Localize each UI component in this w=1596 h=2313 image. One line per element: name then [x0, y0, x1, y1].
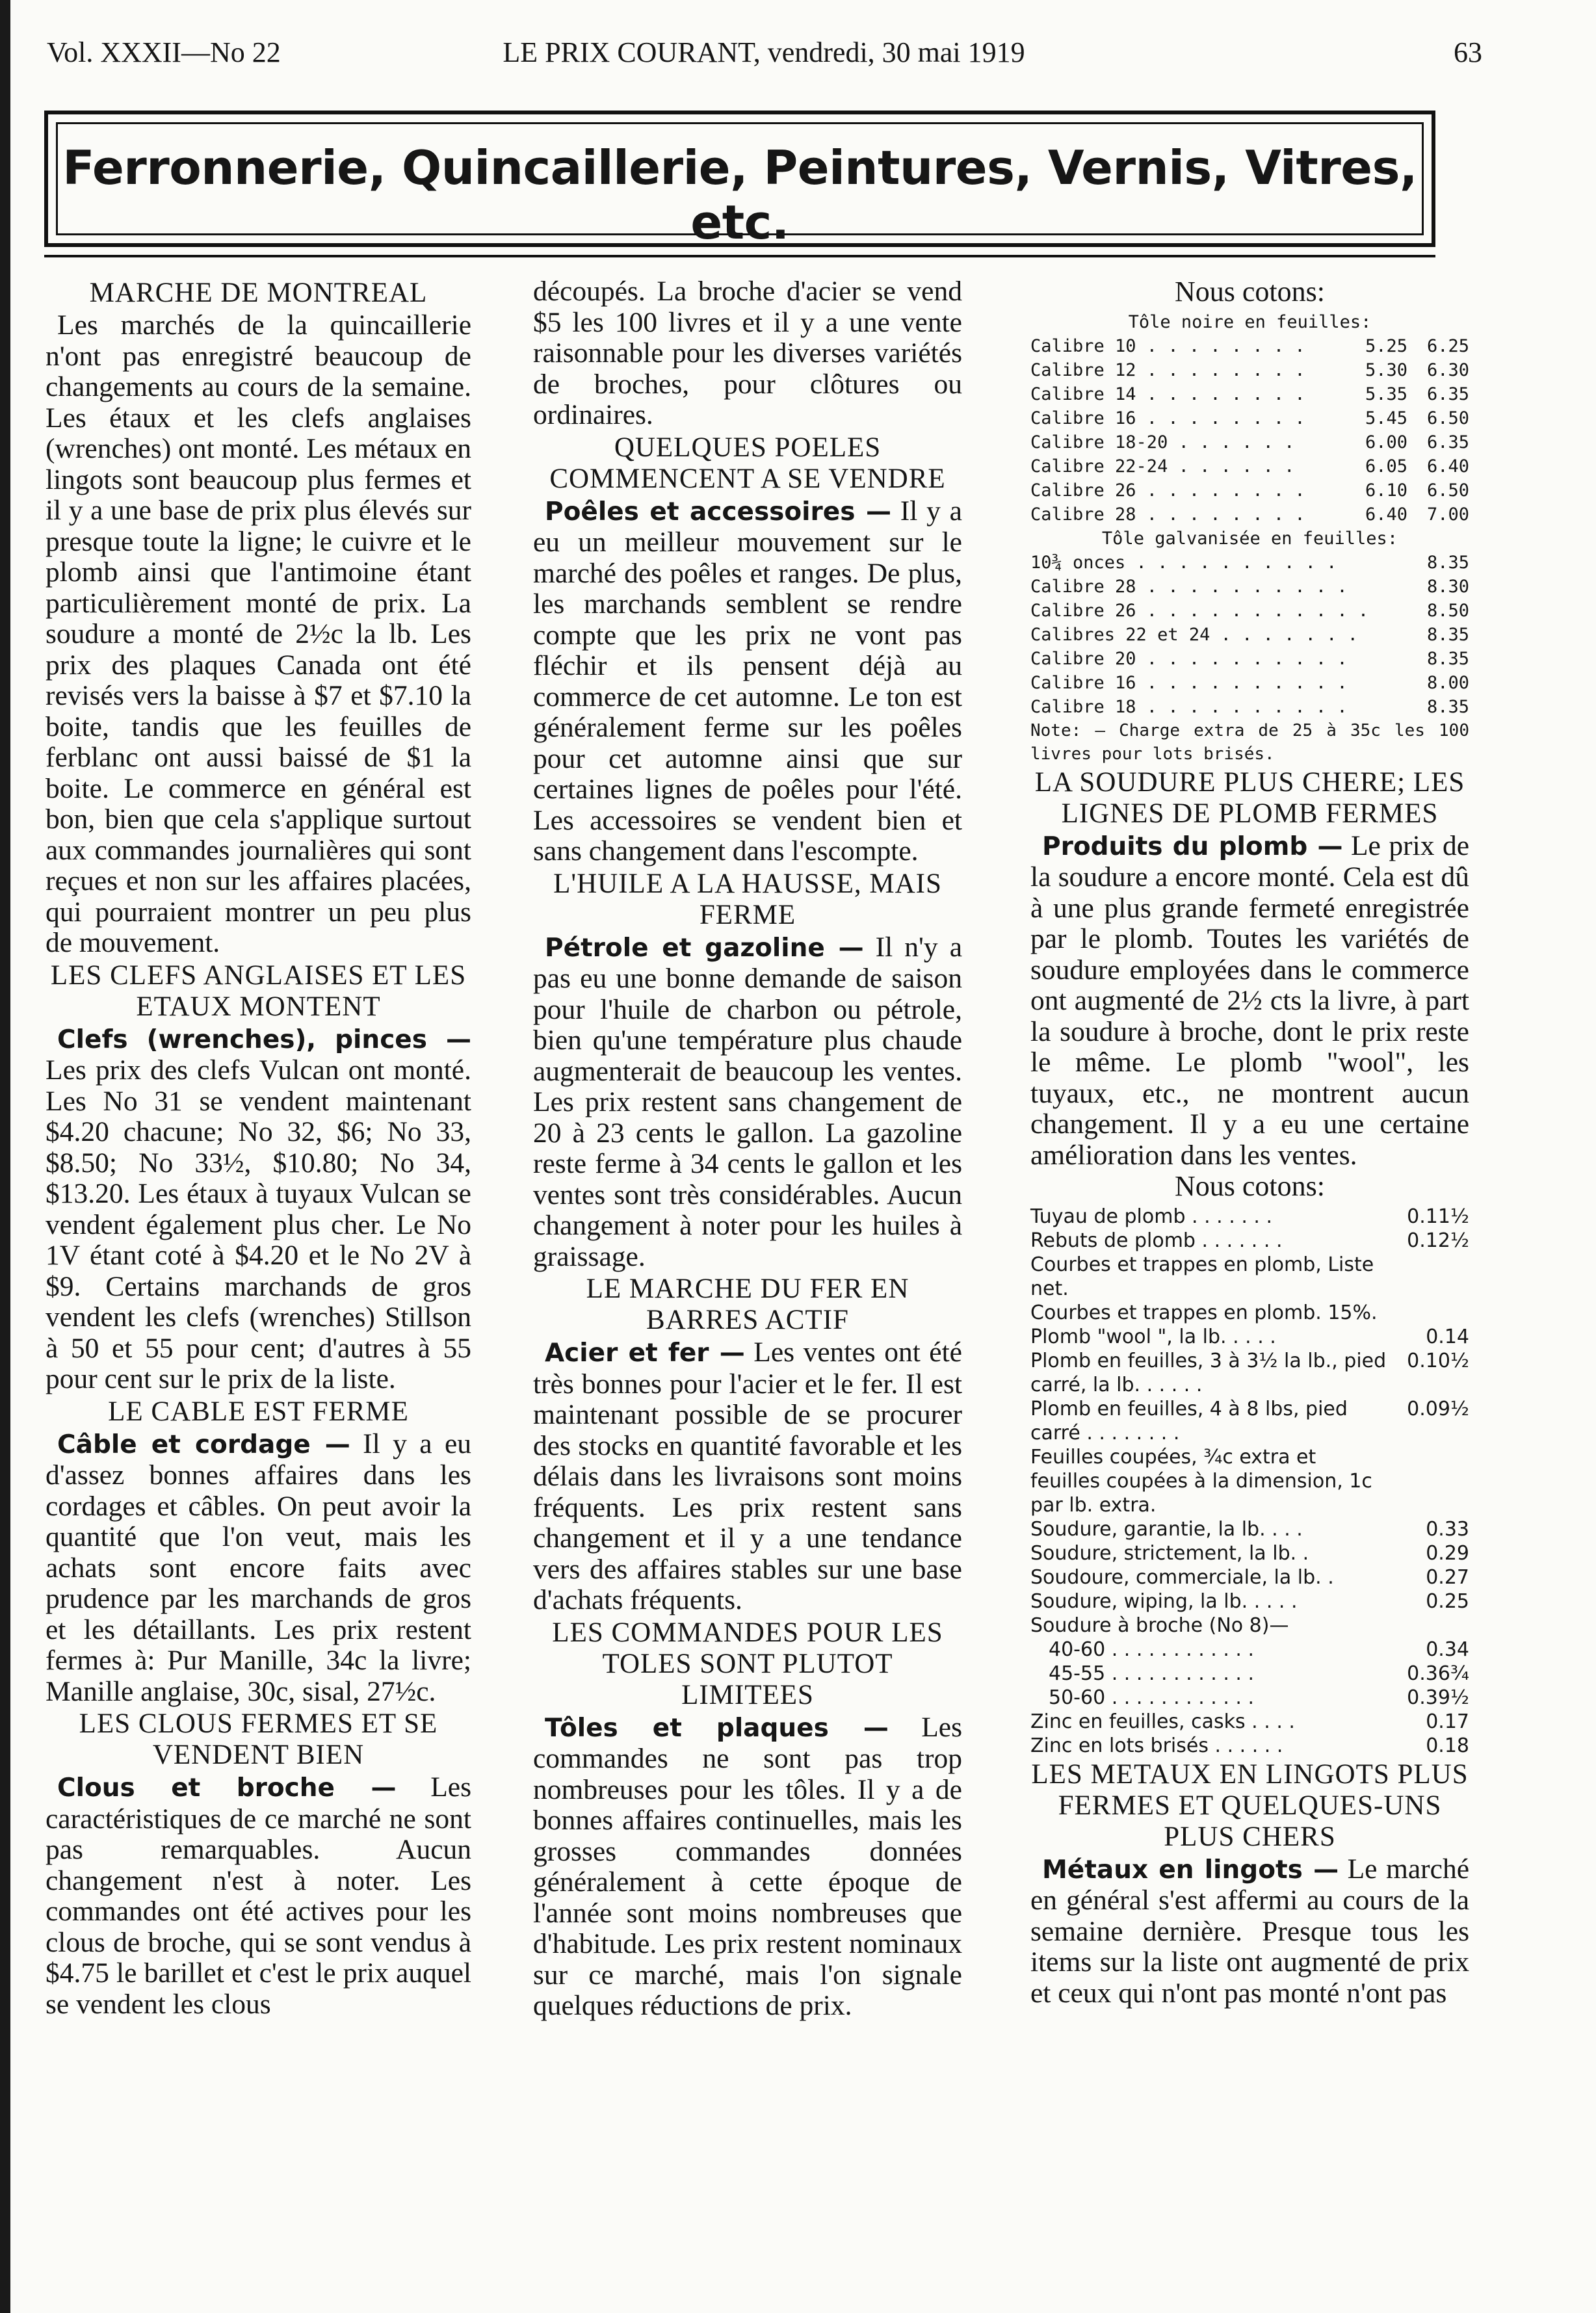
- table-row: [1030, 1397, 1469, 1445]
- paragraph-toles: [533, 1712, 962, 2022]
- price-1: 5.25: [1365, 335, 1407, 356]
- table-row: [1030, 1517, 1469, 1541]
- price: 8.35: [1426, 648, 1469, 669]
- price: 0.09½: [1407, 1397, 1469, 1420]
- paragraph-marche-montreal: Les marchés de la quincaillerie n'ont pas enregistré beaucoup de changements au cours de la semaine. Les étaux et les clefs anglaises (wrenches) ont monté. Les métaux en lingots sont beaucoup plus fermes et il y a une base de prix plus élevés sur presque toute la ligne; le cuivre et le plomb ainsi que l'antimoine étant particulièrement monté de prix. La soudure a monté de 2½c la lb. Les prix des plaques Canada ont été revisés vers la baisse à $7 et $7.10 la boite, tandis que les feuilles de ferblanc ont aussi baissé de $1 la boite. Le commerce en général est bon, bien que cela s'applique surtout aux commandes journalières qui sont reçues et non sur les affaires placées, qui pourraient montrer un peu plus de mouvement.: [46, 309, 471, 958]
- price: 0.14: [1426, 1325, 1469, 1348]
- item-label: Calibre 14 . . . . . . . .: [1030, 384, 1305, 404]
- price-1: 6.40: [1365, 504, 1407, 525]
- table-row: [1030, 1253, 1469, 1301]
- table-row: [1030, 1565, 1469, 1589]
- item-label: Calibre 20 . . . . . . . . . .: [1030, 648, 1348, 669]
- price: [1391, 1445, 1469, 1517]
- item-label: Calibre 12 . . . . . . . .: [1030, 359, 1305, 380]
- heading-huile: L'HUILE A LA HAUSSE, MAIS FERME: [553, 868, 942, 930]
- table-row: [1030, 1325, 1469, 1349]
- text-huile: Il n'y a pas eu une bonne demande de saison pour l'huile de charbon ou pétrole, bien qu'une température plus chaude augmenterait de beaucoup les ventes. Les prix restent sans changement de 20 à 23 cents le gallon. La gazoline reste ferme à 34 cents le gallon et les ventes sont très considérables. Aucun changement à noter pour les huiles à graissage.: [533, 931, 962, 1272]
- table-row: [1030, 551, 1469, 575]
- heading-cable: LE CABLE EST FERME: [108, 1396, 409, 1427]
- paragraph-broche-continued: découpés. La broche d'acier se vend $5 les 100 livres et il y a une vente raisonnable pour les diverses variétés de broches, pour clôtures ou ordinaires.: [533, 276, 962, 430]
- heading-poeles: QUELQUES POELES COMMENCENT A SE VENDRE: [549, 432, 946, 494]
- price-1: 5.45: [1365, 408, 1407, 428]
- table-row: [1030, 1686, 1469, 1710]
- heading-soudure: LA SOUDURE PLUS CHERE; LES LIGNES DE PLOMB FERMES: [1034, 766, 1465, 829]
- banner-rule: [44, 255, 1435, 257]
- table-row: [1030, 430, 1469, 454]
- lead-metaux: Métaux en lingots —: [1042, 1855, 1339, 1885]
- price: 0.29: [1426, 1541, 1469, 1565]
- column-1: [46, 276, 471, 2020]
- table-row: [1030, 334, 1469, 358]
- item-label: 45-55 . . . . . . . . . . . .: [1049, 1662, 1255, 1685]
- lead-poeles: Poêles et accessoires —: [545, 497, 891, 527]
- price-1: 6.00: [1365, 432, 1407, 452]
- table-row: [1030, 599, 1469, 623]
- price: 0.10½: [1407, 1349, 1469, 1372]
- table-row: [1030, 454, 1469, 478]
- table-row: [1030, 478, 1469, 503]
- text-cable: Il y a eu d'assez bonnes affaires dans les cordages et câbles. On peut avoir la quantité que l'on veut, mais les achats sont encore faits avec prudence par les marchands de gros et les détaillants. Les prix restent fermes à: Pur Manille, 34c la livre; Manille anglaise, 30c, sisal, 27½c.: [46, 1428, 472, 1707]
- price-2: 6.35: [1426, 432, 1469, 452]
- text-plomb: Le prix de la soudure a encore monté. Cela est dû à une plus grande fermeté enregistrée par le plomb. Toutes les variétés de soudure employées dans le commerce ont augmenté de 2½ cts la livre, à part la soudure à broche, dont le prix reste le même. Le plomb "wool", les tuyaux, etc., ne montrent aucun changement. Il y a eu une certaine amélioration dans les ventes.: [1030, 830, 1470, 1171]
- item-label: Calibre 10 . . . . . . . .: [1030, 335, 1305, 356]
- lead-toles: Tôles et plaques —: [545, 1713, 889, 1743]
- price: 0.34: [1426, 1638, 1469, 1661]
- table-row: [1030, 1445, 1469, 1517]
- item-label: Calibre 16 . . . . . . . . . .: [1030, 672, 1348, 693]
- item-label: Rebuts de plomb . . . . . . .: [1030, 1229, 1283, 1252]
- item-label: Plomb en feuilles, 3 à 3½ la lb., pied carré, la lb. . . . . .: [1030, 1349, 1387, 1396]
- text-metaux: Le marché en général s'est affermi au cours de la semaine dernière. Presque tous les items sur la liste ont augmenté de prix et ceux qui n'ont pas monté n'ont pas: [1030, 1853, 1469, 2009]
- price-1: 6.05: [1365, 456, 1407, 477]
- paragraph-clefs: [46, 1024, 471, 1395]
- price: 0.36¾: [1407, 1662, 1469, 1685]
- price: 0.33: [1426, 1517, 1469, 1541]
- heading-marche-montreal: MARCHE DE MONTREAL: [89, 278, 428, 308]
- price-2: 6.50: [1426, 480, 1469, 501]
- item-label: Courbes et trappes en plomb. 15%.: [1030, 1301, 1378, 1324]
- item-label: Soudure à broche (No 8)—: [1030, 1614, 1289, 1637]
- volume-number: Vol. XXXII—No 22: [47, 36, 281, 68]
- table-row: [1030, 1710, 1469, 1734]
- table-row: [1030, 671, 1469, 695]
- paragraph-fer: [533, 1337, 962, 1616]
- table-row: [1030, 623, 1469, 647]
- item-label: Calibre 28 . . . . . . . . . .: [1030, 576, 1348, 597]
- price: 0.17: [1426, 1710, 1469, 1733]
- item-label: Zinc en feuilles, casks . . . .: [1030, 1710, 1295, 1733]
- price: 0.39½: [1407, 1686, 1469, 1709]
- price-2: 6.50: [1426, 408, 1469, 428]
- price-2: 6.30: [1426, 359, 1469, 380]
- heading-metaux-lingots: LES METAUX EN LINGOTS PLUS FERMES ET QUELQUES-UNS PLUS CHERS: [1031, 1758, 1469, 1852]
- paragraph-clous: [46, 1772, 471, 2020]
- publication-title-date: LE PRIX COURANT, vendredi, 30 mai 1919: [503, 36, 1025, 68]
- item-label: Calibre 18 . . . . . . . . . .: [1030, 696, 1348, 717]
- table-row: [1030, 1541, 1469, 1565]
- text-clefs: Les prix des clefs Vulcan ont monté. Les No 31 se vendent maintenant $4.20 chacune; No 32, $6; No 33, $8.50; No 33½, $10.80; No 34, $13.20. Les étaux à tuyaux Vulcan se vendent également plus cher. Le No 1V étant coté à $4.20 et le No 2V à $9. Certains marchands de gros vendent les clefs (wrenches) Stillson à 50 et 55 pour cent; d'autres à 55 pour cent sur le prix de la liste.: [46, 1054, 471, 1394]
- price-2: 7.00: [1426, 504, 1469, 525]
- heading-clefs-anglaises: LES CLEFS ANGLAISES ET LES ETAUX MONTENT: [50, 960, 467, 1022]
- table-row: [1030, 1301, 1469, 1325]
- tole-galvanisee-heading: Tôle galvanisée en feuilles:: [1101, 528, 1398, 549]
- item-label: Tuyau de plomb . . . . . . .: [1030, 1205, 1273, 1228]
- price: 0.27: [1426, 1565, 1469, 1589]
- lead-clous: Clous et broche —: [57, 1773, 397, 1803]
- table-row: [1030, 1614, 1469, 1638]
- price-2: 6.40: [1426, 456, 1469, 477]
- item-label: Calibre 28 . . . . . . . .: [1030, 504, 1305, 525]
- table-row: [1030, 695, 1469, 719]
- table-row: [1030, 1662, 1469, 1686]
- column-2: [533, 276, 962, 2022]
- plomb-price-table: [1030, 1205, 1469, 1758]
- item-label: Soudure, garantie, la lb. . . .: [1030, 1517, 1303, 1541]
- price: [1391, 1253, 1469, 1301]
- heading-clous: LES CLOUS FERMES ET SE VENDENT BIEN: [79, 1708, 438, 1770]
- item-label: Calibre 16 . . . . . . . .: [1030, 408, 1305, 428]
- tole-noire-table: [1030, 334, 1469, 527]
- price: 8.00: [1426, 672, 1469, 693]
- price: 8.35: [1426, 624, 1469, 645]
- price: [1391, 1614, 1469, 1638]
- item-label: Zinc en lots brisés . . . . . .: [1030, 1734, 1283, 1757]
- table-row: [1030, 382, 1469, 406]
- lead-cable: Câble et cordage —: [57, 1430, 350, 1459]
- table-row: [1030, 1229, 1469, 1253]
- price: 8.35: [1426, 696, 1469, 717]
- item-label: Calibre 18-20 . . . . . .: [1030, 432, 1295, 452]
- price-2: 6.35: [1426, 384, 1469, 404]
- nous-cotons-heading-2: Nous cotons:: [1175, 1170, 1325, 1202]
- heading-toles: LES COMMANDES POUR LES TOLES SONT PLUTOT LIMITEES: [552, 1617, 943, 1710]
- item-label: Calibres 22 et 24 . . . . . . .: [1030, 624, 1358, 645]
- text-toles: Les commandes ne sont pas trop nombreuses pour les tôles. Il y a de bonnes affaires continuelles, mais les grosses commandes données généralement à cette époque de l'année sont moins nombreuses que d'habitude. Les prix restent nominaux sur ce marché, mais l'on signale quelques réductions de prix.: [533, 1711, 962, 2021]
- column-3: [1030, 276, 1469, 2009]
- price: 8.35: [1426, 552, 1469, 573]
- table-row: [1030, 358, 1469, 382]
- running-header: [39, 36, 1489, 75]
- table-row: [1030, 1349, 1469, 1397]
- item-label: Calibre 22-24 . . . . . .: [1030, 456, 1295, 477]
- price: 0.12½: [1407, 1229, 1469, 1252]
- page-number: 63: [1454, 36, 1482, 68]
- lead-fer: Acier et fer —: [545, 1339, 745, 1368]
- price: [1391, 1301, 1469, 1325]
- item-label: 40-60 . . . . . . . . . . . .: [1049, 1638, 1255, 1661]
- table-row: [1030, 503, 1469, 527]
- paragraph-cable: [46, 1429, 471, 1708]
- lead-clefs: Clefs (wrenches), pinces —: [57, 1025, 471, 1054]
- price: 0.18: [1426, 1734, 1469, 1757]
- item-label: Courbes et trappes en plomb, Liste net.: [1030, 1253, 1374, 1300]
- tole-noire-heading: Tôle noire en feuilles:: [1128, 311, 1372, 332]
- section-banner: [44, 111, 1435, 250]
- price-1: 5.35: [1365, 384, 1407, 404]
- table-row: [1030, 647, 1469, 671]
- price-2: 6.25: [1426, 335, 1469, 356]
- lead-plomb: Produits du plomb —: [1042, 831, 1343, 861]
- item-label: Plomb en feuilles, 4 à 8 lbs, pied carré . . . . . . . .: [1030, 1397, 1348, 1444]
- nous-cotons-heading: Nous cotons:: [1175, 276, 1325, 307]
- text-poeles: Il y a eu un meilleur mouvement sur le marché des poêles et ranges. De plus, les marchands semblent se rendre compte que les prix ne vont pas fléchir et ils pensent déjà au commerce de cet automne. Le ton est généralement ferme sur les poêles pour cet automne ainsi que sur certaines lignes de poêles pour l'été. Les accessoires se vendent bien et sans changement dans l'escompte.: [533, 495, 962, 867]
- price: 8.30: [1426, 576, 1469, 597]
- heading-fer-barres: LE MARCHE DU FER EN BARRES ACTIF: [586, 1274, 909, 1335]
- note-charge-extra: Note: — Charge extra de 25 à 35c les 100 livres pour lots brisés.: [1030, 720, 1469, 764]
- price: 8.50: [1426, 600, 1469, 621]
- item-label: 50-60 . . . . . . . . . . . .: [1049, 1686, 1255, 1709]
- item-label: Soudure, wiping, la lb. . . . .: [1030, 1589, 1298, 1613]
- lead-huile: Pétrole et gazoline —: [545, 933, 864, 963]
- price-1: 5.30: [1365, 359, 1407, 380]
- paragraph-metaux: [1030, 1854, 1469, 2009]
- table-row: [1030, 1589, 1469, 1614]
- item-label: 10¾ onces . . . . . . . . . .: [1030, 552, 1337, 573]
- table-row: [1030, 406, 1469, 430]
- text-fer: Les ventes ont été très bonnes pour l'acier et le fer. Il est maintenant possible de se procurer des stocks en quantité favorable et les délais dans les livraisons sont moins fréquents. Les prix restent sans changement et il y a une tendance vers des affaires stables sur une base d'achats fréquents.: [533, 1337, 962, 1615]
- text-clous: Les caractéristiques de ce marché ne sont pas remarquables. Aucun changement n'est à noter. Les commandes ont été actives pour les clous de broche, qui se sont vendus à $4.75 le barillet et c'est le prix auquel se vendent les clous: [46, 1771, 471, 2020]
- item-label: Soudoure, commerciale, la lb. .: [1030, 1565, 1334, 1589]
- price: 0.25: [1426, 1589, 1469, 1613]
- item-label: Calibre 26 . . . . . . . .: [1030, 480, 1305, 501]
- table-row: [1030, 1205, 1469, 1229]
- paragraph-plomb: [1030, 831, 1469, 1171]
- scan-edge: [0, 0, 10, 2313]
- tole-galvanisee-table: [1030, 551, 1469, 719]
- item-label: Soudure, strictement, la lb. .: [1030, 1541, 1309, 1565]
- paragraph-huile: [533, 932, 962, 1273]
- item-label: Plomb "wool ", la lb. . . . .: [1030, 1325, 1276, 1348]
- paragraph-poeles: [533, 496, 962, 867]
- price-1: 6.10: [1365, 480, 1407, 501]
- section-title: Ferronnerie, Quincaillerie, Peintures, Vernis, Vitres, etc.: [62, 140, 1417, 250]
- table-row: [1030, 575, 1469, 599]
- table-row: [1030, 1734, 1469, 1758]
- table-row: [1030, 1638, 1469, 1662]
- item-label: Feuilles coupées, ¾c extra et feuilles coupées à la dimension, 1c par lb. extra.: [1030, 1445, 1372, 1517]
- price: 0.11½: [1407, 1205, 1469, 1228]
- item-label: Calibre 26 . . . . . . . . . . .: [1030, 600, 1369, 621]
